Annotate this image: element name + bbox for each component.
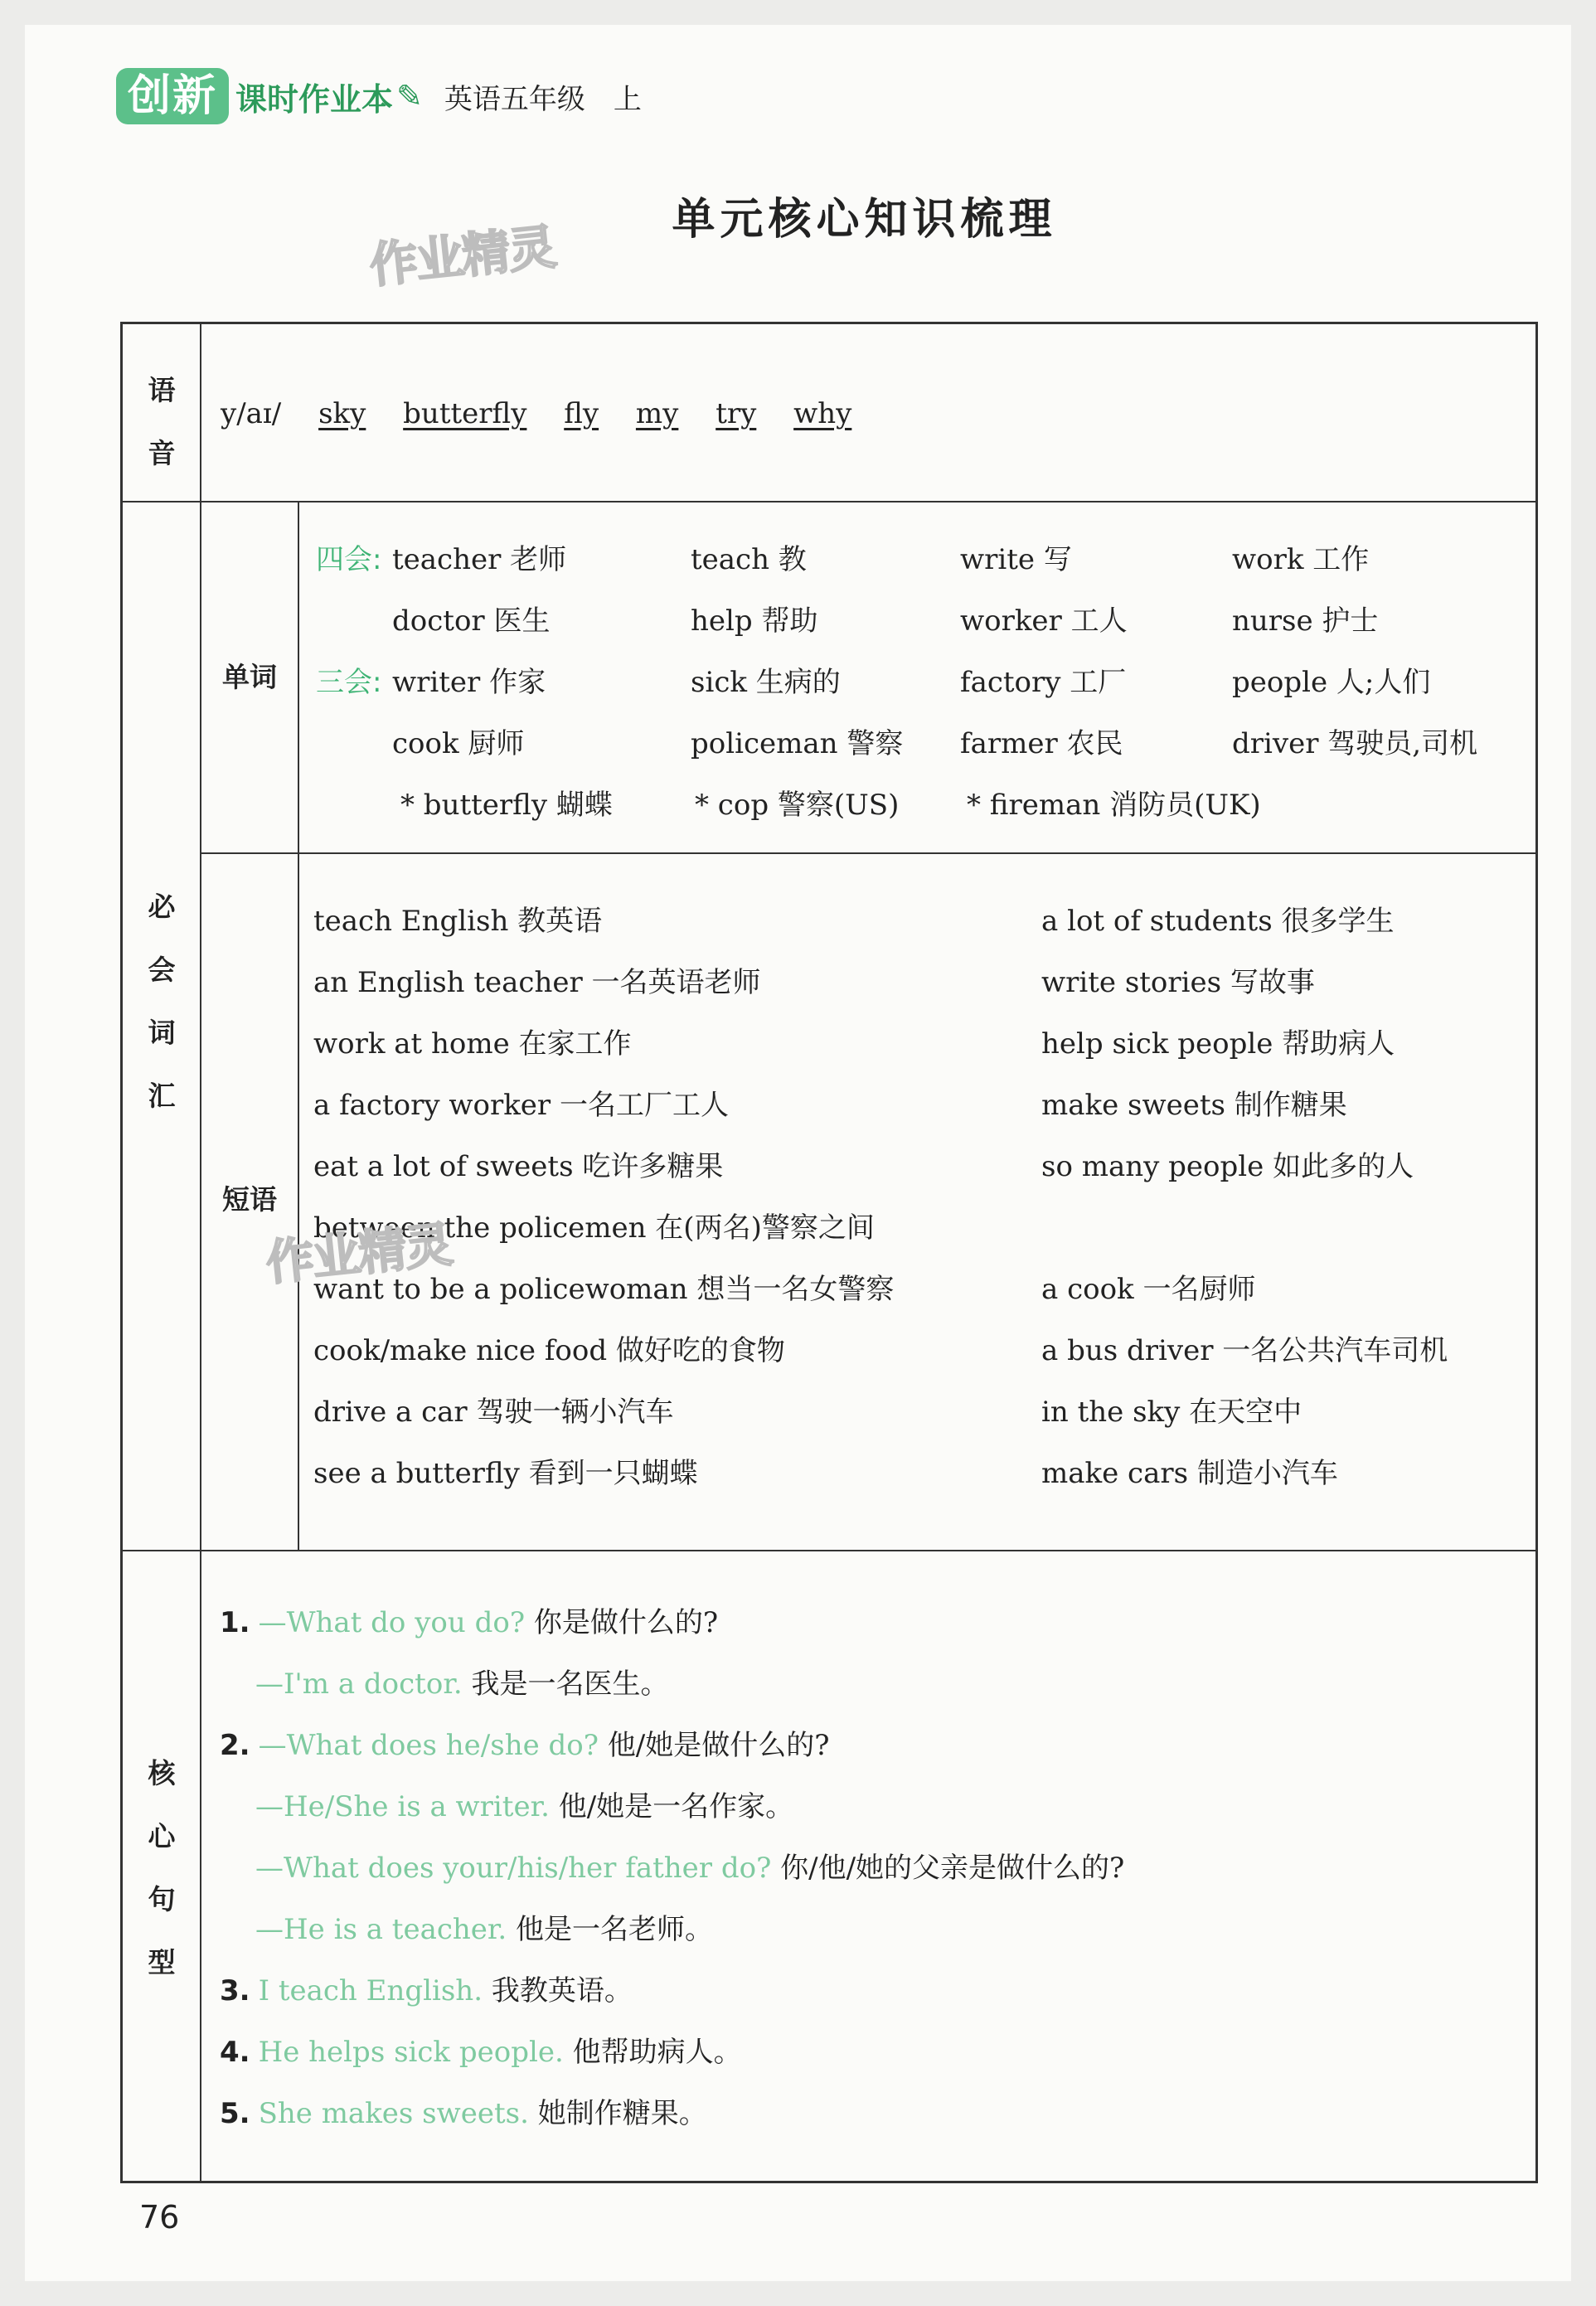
- word-item: worker 工人: [960, 604, 1128, 638]
- sentences-label-3: 句: [148, 1883, 176, 1915]
- word-item: nurse 护士: [1232, 604, 1379, 638]
- vocab-label-4: 汇: [148, 1080, 176, 1112]
- word-item: writer 作家: [392, 666, 546, 699]
- pen-icon: ✎: [396, 78, 423, 114]
- sentence-item: [220, 1600, 718, 1640]
- page-title: 单元核心知识梳理: [672, 195, 1057, 245]
- word-item: write 写: [960, 543, 1072, 576]
- phrase-item: work at home 在家工作: [313, 1027, 632, 1061]
- word-item: help 帮助: [691, 604, 818, 638]
- watermark: 作业精灵: [263, 1216, 454, 1292]
- column-divider: [298, 501, 299, 1550]
- sentence-en: —What do you do?: [258, 1606, 526, 1639]
- phrase-item: so many people 如此多的人: [1041, 1150, 1414, 1183]
- phrase-item: make sweets 制作糖果: [1041, 1089, 1347, 1122]
- sentence-en: He helps sick people.: [258, 2036, 564, 2069]
- pronunciation-row: [221, 397, 880, 430]
- brand-header: [116, 65, 642, 128]
- sentence-zh: 我教英语。: [491, 1974, 633, 2007]
- sentence-en: —He is a teacher.: [255, 1913, 507, 1946]
- phrase-item: see a butterfly 看到一只蝴蝶: [313, 1457, 698, 1490]
- words-label: 单词: [222, 661, 277, 693]
- phrase-item: cook/make nice food 做好吃的食物: [313, 1334, 785, 1367]
- sentence-en: —He/She is a writer.: [255, 1790, 550, 1823]
- phrase-item: help sick people 帮助病人: [1041, 1027, 1395, 1061]
- word-item: * butterfly 蝴蝶: [400, 789, 613, 822]
- pronunciation-word: sky: [318, 397, 366, 430]
- pronunciation-word: fly: [564, 397, 599, 430]
- phrase-item: a bus driver 一名公共汽车司机: [1041, 1334, 1448, 1367]
- sentence-zh: 你/他/她的父亲是做什么的?: [780, 1852, 1125, 1885]
- sentence-number: 2.: [220, 1729, 250, 1762]
- sentence-zh: 他/她是做什么的?: [607, 1729, 830, 1762]
- sentence-item: [255, 1845, 1124, 1886]
- word-item: doctor 医生: [392, 604, 551, 638]
- sentences-label-4: 型: [148, 1946, 176, 1978]
- sentence-number: 5.: [220, 2097, 250, 2130]
- pronunciation-word: my: [635, 397, 679, 430]
- phrases-label: 短语: [222, 1183, 277, 1216]
- column-divider: [200, 324, 201, 2181]
- phrase-item: write stories 写故事: [1041, 966, 1315, 999]
- word-item: cook 厨师: [392, 727, 525, 760]
- sentence-zh: 他帮助病人。: [572, 2036, 742, 2069]
- sentence-number: 1.: [220, 1606, 250, 1639]
- word-item: factory 工厂: [960, 666, 1127, 699]
- sentence-number: 3.: [220, 1974, 250, 2007]
- phrase-item: eat a lot of sweets 吃许多糖果: [313, 1150, 724, 1183]
- brand-subtitle: 课时作业本: [235, 80, 394, 118]
- word-item: work 工作: [1232, 543, 1370, 576]
- vocab-label-3: 词: [148, 1017, 176, 1049]
- sentence-item: [255, 1784, 793, 1824]
- sentence-zh: 她制作糖果。: [537, 2097, 707, 2130]
- word-item: policeman 警察: [691, 727, 904, 760]
- sentence-item: [220, 1722, 830, 1763]
- word-item: sick 生病的: [691, 666, 841, 699]
- sentence-item: [220, 2090, 707, 2131]
- phrase-item: want to be a policewoman 想当一名女警察: [313, 1273, 895, 1306]
- sentence-item: [220, 2029, 742, 2070]
- page-number: 76: [139, 2199, 180, 2236]
- sentences-label-1: 核: [148, 1757, 176, 1789]
- sentence-en: I teach English.: [258, 1974, 483, 2007]
- sentence-item: [220, 1968, 633, 2008]
- pronunciation-word: why: [793, 397, 852, 430]
- four-skills-label: 四会:: [316, 543, 382, 576]
- sentence-en: —I'm a doctor.: [255, 1668, 463, 1701]
- pronunciation-word: try: [716, 397, 757, 430]
- phrase-item: a lot of students 很多学生: [1041, 905, 1395, 938]
- sentence-item: [255, 1661, 668, 1702]
- pronunciation-label-2: 音: [148, 437, 176, 469]
- vocab-label-2: 会: [148, 954, 176, 986]
- phrase-item: teach English 教英语: [313, 905, 603, 938]
- pronunciation-label-1: 语: [148, 374, 176, 406]
- word-item: * fireman 消防员(UK): [967, 789, 1261, 822]
- sentence-item: [255, 1906, 713, 1947]
- word-item: teacher 老师: [392, 543, 567, 576]
- word-item: people 人;人们: [1232, 666, 1431, 699]
- sentence-zh: 他/她是一名作家。: [558, 1790, 794, 1823]
- phrase-item: between the policemen 在(两名)警察之间: [313, 1211, 875, 1245]
- pronunciation-word: butterfly: [403, 397, 527, 430]
- sentence-number: 4.: [220, 2036, 250, 2069]
- three-skills-label: 三会:: [316, 666, 382, 699]
- vocab-label-1: 必: [148, 891, 176, 923]
- grade-label: 英语五年级 上: [444, 82, 642, 116]
- phonetic-symbol: y/aɪ/: [221, 397, 282, 430]
- brand-logo: 创新: [116, 68, 229, 124]
- sentence-en: —What does he/she do?: [258, 1729, 599, 1762]
- word-item: driver 驾驶员,司机: [1232, 727, 1478, 760]
- watermark: 作业精灵: [366, 218, 558, 294]
- phrase-item: an English teacher 一名英语老师: [313, 966, 761, 999]
- sentence-zh: 我是一名医生。: [471, 1668, 669, 1701]
- phrase-item: make cars 制造小汽车: [1041, 1457, 1338, 1490]
- row-divider: [123, 1550, 1535, 1551]
- phrase-item: drive a car 驾驶一辆小汽车: [313, 1396, 674, 1429]
- row-divider: [201, 852, 1535, 854]
- word-item: farmer 农民: [960, 727, 1123, 760]
- row-divider: [123, 501, 1535, 502]
- sentence-en: —What does your/his/her father do?: [255, 1852, 772, 1885]
- phrase-item: a factory worker 一名工厂工人: [313, 1089, 729, 1122]
- phrase-item: a cook 一名厨师: [1041, 1273, 1256, 1306]
- sentence-zh: 他是一名老师。: [516, 1913, 714, 1946]
- word-item: * cop 警察(US): [695, 789, 900, 822]
- sentence-zh: 你是做什么的?: [533, 1606, 719, 1639]
- word-item: teach 教: [691, 543, 807, 576]
- sentences-label-2: 心: [148, 1820, 176, 1852]
- sentence-en: She makes sweets.: [258, 2097, 529, 2130]
- phrase-item: in the sky 在天空中: [1041, 1396, 1303, 1429]
